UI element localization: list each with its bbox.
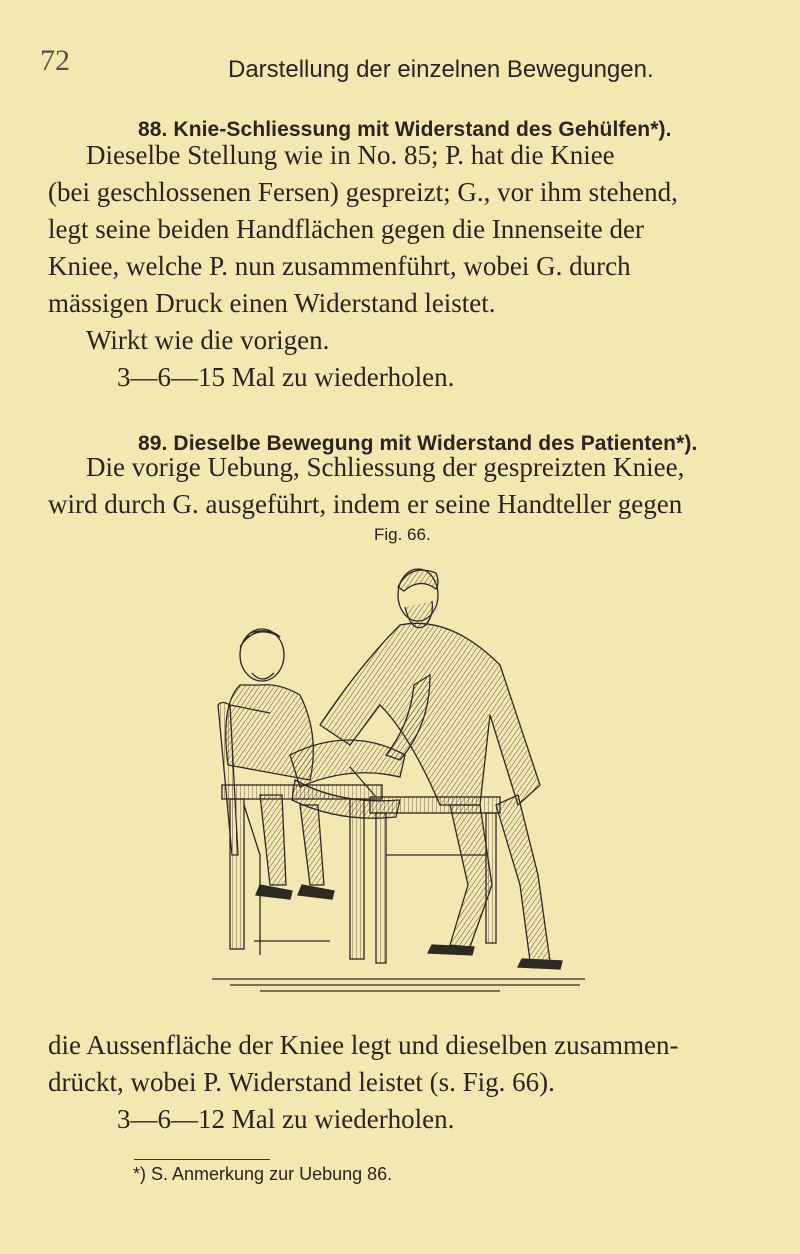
section-88-body — [48, 140, 748, 400]
text-line: 3—6—12 Mal zu wiederholen. — [117, 1104, 455, 1134]
figure-label: Fig. 66. — [374, 525, 431, 544]
running-head: Darstellung der einzelnen Bewegungen. — [228, 56, 654, 83]
text-line: Dieselbe Stellung wie in No. 85; P. hat die Kniee — [86, 140, 615, 170]
text-line: wird durch G. ausgeführt, indem er seine Handteller gegen — [48, 489, 683, 519]
text-line: legt seine beiden Handflächen gegen die Innenseite der — [48, 214, 644, 244]
exercise-illustration — [200, 555, 590, 1000]
section-89-body-top — [48, 452, 748, 532]
text-line: drückt, wobei P. Widerstand leistet (s. Fig. 66). — [48, 1067, 555, 1097]
section-89-heading: 89. Dieselbe Bewegung mit Widerstand des Patienten*). — [138, 432, 698, 455]
text-line: Wirkt wie die vorigen. — [86, 325, 330, 355]
page-number: 72 — [40, 44, 70, 77]
section-89-body-bottom — [48, 1030, 748, 1150]
text-line: mässigen Druck einen Widerstand leistet. — [48, 288, 496, 318]
text-line: 3—6—15 Mal zu wiederholen. — [117, 362, 455, 392]
text-line: (bei geschlossenen Fersen) gespreizt; G., vor ihm stehend, — [48, 177, 678, 207]
figure-illustration — [200, 555, 590, 1000]
text-line: Die vorige Uebung, Schliessung der gespreizten Kniee, — [86, 452, 685, 482]
footnote-rule — [134, 1159, 270, 1160]
footnote: *) S. Anmerkung zur Uebung 86. — [133, 1164, 393, 1184]
section-88-heading: 88. Knie-Schliessung mit Widerstand des Gehülfen*). — [138, 118, 672, 141]
text-line: die Aussenfläche der Kniee legt und dieselben zusammen- — [48, 1030, 679, 1060]
text-line: Kniee, welche P. nun zusammenführt, wobei G. durch — [48, 251, 631, 281]
